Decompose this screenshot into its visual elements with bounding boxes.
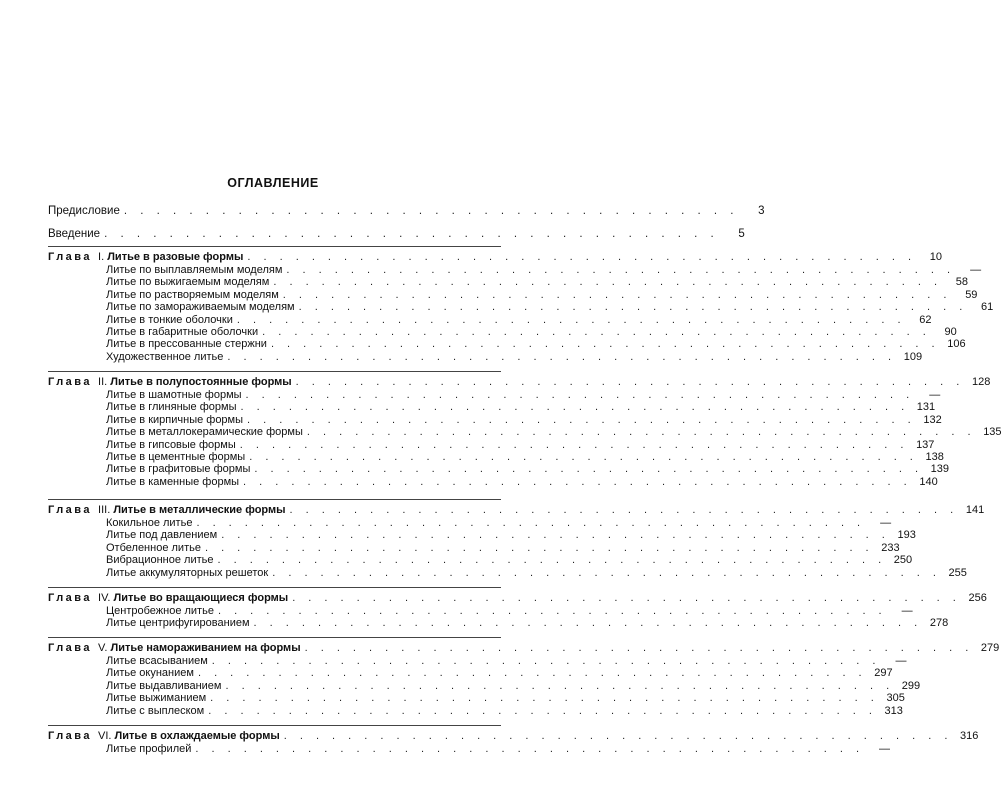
entry-label: Литье под давлением [106, 529, 218, 542]
entry-page: 106 [947, 338, 966, 351]
entry-page: 139 [930, 463, 950, 476]
chapter-heading [48, 642, 1000, 655]
entry-page: 299 [901, 679, 921, 692]
chapter-separator [48, 637, 501, 638]
toc-entry [106, 679, 921, 693]
entry-label: Литье в каменные формы [106, 475, 240, 488]
chapter-label [48, 504, 286, 517]
chapter-number: III. [98, 504, 111, 516]
toc-entry [106, 692, 905, 705]
toc-entry [106, 475, 938, 489]
leader-dots: . . . . . . . . . . . . . . . . . . . . . . . . . . . . . . . . . . . . . . . . . . [221, 529, 890, 542]
chapter-title: Литье в полупостоянные формы [110, 376, 292, 388]
entry-label: Литье в тонкие оболочки [106, 313, 233, 326]
entry-label: Литье в кирпичные формы [106, 413, 244, 426]
toc-entry [106, 451, 944, 464]
entry-label: Литье аккумуляторных решеток [106, 566, 269, 579]
toc-entry [106, 529, 916, 542]
leader-dots: . . . . . . . . . . . . . . . . . . . . . . . . . . . . . . . . . . . . . . . . . . [204, 541, 874, 554]
leader-dots: . . . . . . . . . . . . . . . . . . . . . . . . . . . . . . . . . . . . . . . . . . [247, 413, 916, 426]
entry-page: — [901, 605, 913, 617]
entry-page: — [880, 517, 892, 529]
entry-page: — [895, 655, 907, 667]
chapter-word: Глава [48, 504, 93, 516]
entry-label: Литье в графитовые формы [106, 463, 251, 476]
entry-label: Введение [48, 228, 101, 240]
leader-dots: . . . . . . . . . . . . . . . . . . . . . . . . . . . . . . . . . . . . . . . . . . [225, 679, 895, 692]
toc-entry [106, 401, 936, 414]
leader-dots: . . . . . . . . . . . . . . . . . . . . . . . . . . . . . . . . . . . . . . . . . . [289, 504, 959, 516]
leader-dots: . . . . . . . . . . . . . . . . . . . . . . . . . . . . . . . . . . . . . . . . . . [240, 401, 910, 414]
entry-label: Литье в гипсовые формы [106, 438, 236, 451]
chapter-label [48, 376, 292, 389]
toc-entry [106, 313, 932, 327]
entry-page: 62 [919, 313, 932, 326]
toc-entry [106, 338, 966, 351]
chapter-word: Глава [48, 592, 93, 604]
leader-dots: . . . . . . . . . . . . . . . . . . . . . . . . . . . . . . . . . . . . . . . . . . [247, 251, 917, 263]
toc-entry [106, 326, 957, 339]
chapter-number: I. [98, 251, 105, 263]
entry-page: 131 [916, 401, 936, 414]
leader-dots: . . . . . . . . . . . . . . . . . . . . . . . . . . . . . . . . . . . . . . . . . . [304, 642, 974, 654]
entry-page: 90 [944, 326, 957, 338]
entry-label: Литье по растворяемым моделям [106, 288, 279, 301]
leader-dots: . . . . . . . . . . . . . . . . . . . . . . . . . . . . . . . . . . . . . . . . . . [217, 554, 887, 567]
chapter-word: Глава [48, 642, 93, 654]
chapter-page: 128 [971, 376, 991, 388]
toc-entry [106, 743, 891, 756]
chapter-number: II. [98, 376, 108, 388]
toc-entry [106, 655, 907, 668]
toc-entry [106, 605, 913, 618]
entry-page: 137 [916, 438, 935, 451]
entry-label: Литье с выплеском [106, 704, 205, 717]
leader-dots: . . . . . . . . . . . . . . . . . . . . . . . . . . . . . . . . . . . . . . . . . . [217, 605, 887, 617]
chapter-heading [48, 730, 979, 743]
leader-dots: . . . . . . . . . . . . . . . . . . . . . . . . . . . . . . . . . . . . . . . . . . [243, 475, 912, 488]
toc-entry [106, 541, 900, 555]
entry-label: Литье по выплавляемым моделям [106, 264, 283, 276]
leader-dots: . . . . . . . . . . . . . . . . . . . . . . . . . . . . . . . . . . . . . . . . . . [196, 517, 866, 529]
entry-page: 59 [965, 288, 978, 301]
leader-dots: . . . . . . . . . . . . . . . . . . . . . . . . . . . . . . . . . . . . . . . . . . [249, 451, 918, 463]
entry-page: — [879, 743, 891, 755]
entry-label: Литье по выжигаемым моделям [106, 276, 270, 289]
toc-entry [106, 426, 1002, 439]
entry-label: Литье окунанием [106, 667, 194, 680]
entry-page: — [970, 264, 982, 276]
toc-entry [106, 517, 892, 530]
toc-entry [106, 438, 935, 452]
chapter-title: Литье в охлаждаемые формы [114, 730, 280, 742]
chapter-heading [48, 251, 943, 264]
chapter-separator [48, 246, 501, 247]
entry-page: 58 [955, 276, 969, 289]
leader-dots: . . . . . . . . . . . . . . . . . . . . . . . . . . . . . . . . . . . . . . [123, 205, 739, 217]
chapter-heading [48, 592, 987, 605]
leader-dots: . . . . . . . . . . . . . . . . . . . . . . . . . . . . . . . . . . . . . . . . . . [286, 264, 956, 276]
chapter-page: 10 [929, 251, 943, 263]
toc-entry [106, 413, 942, 427]
chapter-page: 256 [968, 592, 987, 604]
entry-page: 138 [925, 451, 944, 463]
entry-page: 132 [923, 413, 942, 426]
entry-page: 193 [897, 529, 916, 542]
toc-entry [106, 389, 941, 402]
entry-label: Литье по замораживаемым моделям [106, 301, 295, 314]
entry-label: Литье выжиманием [106, 692, 207, 705]
leader-dots: . . . . . . . . . . . . . . . . . . . . . . . . . . . . . . . . . . . . . . . . . . [254, 463, 924, 476]
chapter-heading [48, 376, 991, 389]
entry-page: 109 [903, 350, 923, 363]
chapter-word: Глава [48, 251, 93, 263]
entry-label: Литье профилей [106, 743, 192, 755]
toc-entry [106, 350, 923, 364]
entry-page: 140 [919, 475, 938, 488]
chapter-page: 279 [980, 642, 1000, 654]
leader-dots: . . . . . . . . . . . . . . . . . . . . . . . . . . . . . . . . . . . . . . . . . . [262, 326, 931, 338]
entry-label: Центробежное литье [106, 605, 214, 617]
chapter-number: IV. [98, 592, 111, 604]
leader-dots: . . . . . . . . . . . . . . . . . . . . . . . . . . . . . . . . . . . . . . . . . . [273, 276, 943, 289]
chapter-title: Литье в металлические формы [113, 504, 286, 516]
toc-entry [106, 704, 903, 718]
toc-entry [106, 463, 950, 476]
entry-label: Литье в шамотные формы [106, 389, 242, 401]
entry-label: Литье в металлокерамические формы [106, 426, 303, 439]
chapter-label [48, 251, 243, 264]
leader-dots: . . . . . . . . . . . . . . . . . . . . . . . . . . . . . . . . . . . . . . . . . . [197, 667, 867, 680]
entry-label: Вибрационное литье [106, 554, 214, 567]
entry-label: Литье выдавливанием [106, 679, 222, 692]
entry-label: Литье в прессованные стержни [106, 338, 267, 351]
entry-page: 313 [884, 704, 903, 717]
toc-entry [106, 288, 978, 302]
entry-page: 61 [981, 301, 994, 314]
entry-label: Литье всасыванием [106, 655, 208, 667]
leader-dots: . . . . . . . . . . . . . . . . . . . . . . . . . . . . . . . . . . . . . . . . . . [195, 743, 865, 755]
chapter-separator [48, 725, 501, 726]
entry-label: Отбеленное литье [106, 541, 201, 554]
entry-label: Литье в глиняные формы [106, 401, 237, 414]
chapter-title: Литье во вращающиеся формы [113, 592, 289, 604]
leader-dots: . . . . . . . . . . . . . . . . . . . . . . . . . . . . . . . . . . . . . . . . . . [208, 704, 877, 717]
chapter-word: Глава [48, 376, 93, 388]
entry-label: Кокильное литье [106, 517, 193, 529]
toc-entry-preface [48, 205, 765, 218]
chapter-page: 316 [960, 730, 979, 742]
entry-page: 135 [983, 426, 1002, 439]
chapter-title: Литье намораживанием на формы [110, 642, 301, 654]
chapter-page: 141 [965, 504, 985, 516]
entry-label: Литье в цементные формы [106, 451, 246, 463]
chapter-label [48, 730, 280, 743]
leader-dots: . . . . . . . . . . . . . . . . . . . . . . . . . . . . . . . . . . . . . . . . . . [298, 301, 968, 314]
leader-dots: . . . . . . . . . . . . . . . . . . . . . . . . . . . . . . . . . . . . . . . . . . [270, 338, 940, 351]
chapter-number: VI. [98, 730, 112, 742]
entry-page: 255 [948, 566, 967, 579]
chapter-separator [48, 371, 501, 372]
page-title: ОГЛАВЛЕНИЕ [227, 176, 319, 190]
chapter-title: Литье в разовые формы [107, 251, 244, 263]
entry-page: — [929, 389, 941, 401]
entry-page: 305 [886, 692, 905, 705]
chapter-separator [48, 499, 501, 500]
entry-label: Литье в габаритные оболочки [106, 326, 259, 338]
entry-page: 5 [738, 228, 745, 240]
entry-page: 297 [874, 667, 893, 680]
chapter-heading [48, 504, 985, 517]
toc-entry [106, 566, 967, 580]
leader-dots: . . . . . . . . . . . . . . . . . . . . . . . . . . . . . . . . . . . . . . . . . . [306, 426, 976, 439]
leader-dots: . . . . . . . . . . . . . . . . . . . . . . . . . . . . . . . . . . . . . . [104, 228, 719, 240]
toc-entry [106, 264, 982, 277]
chapter-number: V. [98, 642, 108, 654]
leader-dots: . . . . . . . . . . . . . . . . . . . . . . . . . . . . . . . . . . . . . . . . . . [295, 376, 965, 388]
toc-entry [106, 617, 949, 630]
leader-dots: . . . . . . . . . . . . . . . . . . . . . . . . . . . . . . . . . . . . . . . . . . [245, 389, 915, 401]
entry-label: Художественное литье [106, 350, 224, 363]
leader-dots: . . . . . . . . . . . . . . . . . . . . . . . . . . . . . . . . . . . . . . . . . . [239, 438, 909, 451]
leader-dots: . . . . . . . . . . . . . . . . . . . . . . . . . . . . . . . . . . . . . . . . . . [282, 288, 952, 301]
leader-dots: . . . . . . . . . . . . . . . . . . . . . . . . . . . . . . . . . . . . . . . . . . [210, 692, 879, 705]
leader-dots: . . . . . . . . . . . . . . . . . . . . . . . . . . . . . . . . . . . . . . . . . . [211, 655, 881, 667]
leader-dots: . . . . . . . . . . . . . . . . . . . . . . . . . . . . . . . . . . . . . . . . . . [253, 617, 923, 630]
chapter-separator [48, 587, 501, 588]
entry-page: 233 [881, 541, 900, 554]
leader-dots: . . . . . . . . . . . . . . . . . . . . . . . . . . . . . . . . . . . . . . . . . . [272, 566, 941, 579]
chapter-word: Глава [48, 730, 93, 742]
leader-dots: . . . . . . . . . . . . . . . . . . . . . . . . . . . . . . . . . . . . . . . . . . [236, 313, 906, 326]
entry-page: 278 [929, 617, 949, 630]
leader-dots: . . . . . . . . . . . . . . . . . . . . . . . . . . . . . . . . . . . . . . . . . . [292, 592, 961, 604]
leader-dots: . . . . . . . . . . . . . . . . . . . . . . . . . . . . . . . . . . . . . . . . . . [227, 350, 897, 363]
leader-dots: . . . . . . . . . . . . . . . . . . . . . . . . . . . . . . . . . . . . . . . . . . [283, 730, 953, 742]
toc-entry [106, 301, 994, 314]
toc-entry-introduction [48, 228, 745, 241]
toc-entry [106, 667, 893, 680]
toc-entry [106, 276, 969, 289]
entry-page: 250 [893, 554, 913, 567]
chapter-label [48, 592, 288, 605]
entry-page: 3 [758, 205, 765, 217]
toc-entry [106, 554, 913, 567]
entry-label: Предисловие [48, 205, 120, 217]
chapter-label [48, 642, 301, 655]
entry-label: Литье центрифугированием [106, 617, 250, 630]
